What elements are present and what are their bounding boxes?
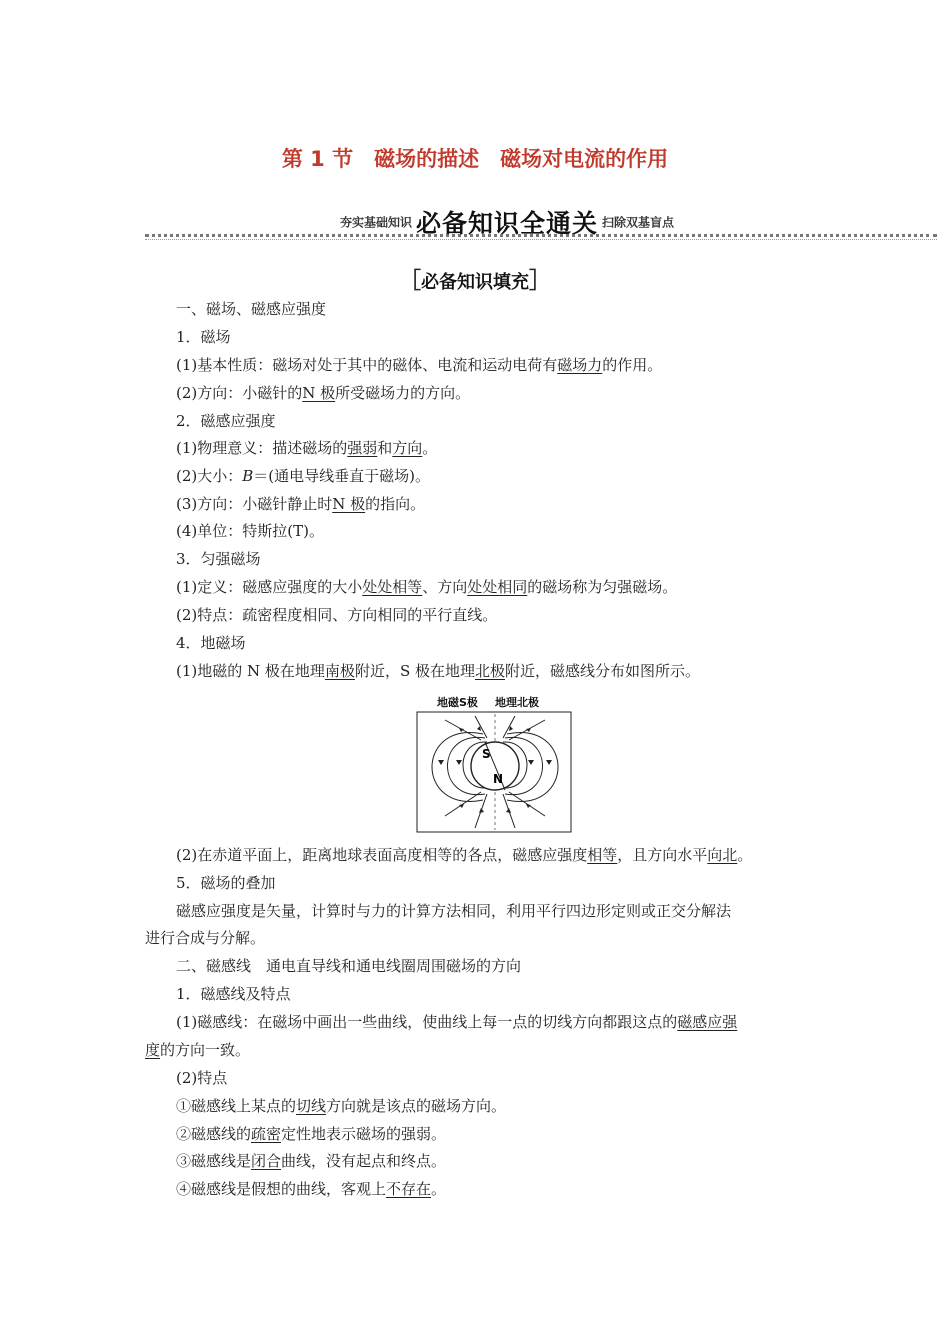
banner-divider — [145, 234, 937, 237]
heading-2: 二、磁感线 通电直导线和通电线圈周围磁场的方向 — [176, 957, 522, 975]
answer-blank: 方向 — [392, 439, 423, 457]
answer-blank: 切线 — [296, 1097, 327, 1115]
paragraph: (2)在赤道平面上，距离地球表面高度相等的各点，磁感应强度相等，且方向水平向北。 — [176, 846, 753, 864]
answer-blank: 疏密 — [251, 1125, 282, 1143]
section-heading — [0, 264, 950, 295]
answer-blank: 闭合 — [251, 1152, 282, 1170]
paragraph: (2)特点：疏密程度相同、方向相同的平行直线。 — [176, 606, 498, 624]
subheading-5: 5．磁场的叠加 — [176, 874, 276, 892]
page-title: 第 1 节 磁场的描述 磁场对电流的作用 — [281, 147, 669, 171]
bracket-open: ［ — [398, 269, 421, 294]
banner-main-text: 必备知识全通关 — [416, 209, 599, 238]
paragraph: (1)磁感线：在磁场中画出一些曲线，使曲线上每一点的切线方向都跟这点的磁感应强 — [176, 1013, 738, 1031]
paragraph: (1)物理意义：描述磁场的强弱和方向。 — [176, 439, 438, 457]
heading-1: 一、磁场、磁感应强度 — [176, 300, 327, 318]
banner-left-text: 夯实基础知识 — [340, 215, 413, 230]
answer-blank: N 极 — [332, 495, 366, 513]
list-item: ②磁感线的疏密定性地表示磁场的强弱。 — [176, 1125, 447, 1143]
subheading-1: 1．磁场 — [176, 328, 231, 346]
paragraph: (1)定义：磁感应强度的大小处处相等、方向处处相同的磁场称为匀强磁场。 — [176, 578, 678, 596]
bracket-close: ］ — [529, 269, 552, 294]
subheading-4: 4．地磁场 — [176, 634, 246, 652]
paragraph: 进行合成与分解。 — [145, 929, 266, 947]
paragraph: (2)方向：小磁针的N 极所受磁场力的方向。 — [176, 384, 471, 402]
answer-blank: 不存在 — [386, 1180, 432, 1198]
list-item: ④磁感线是假想的曲线，客观上不存在。 — [176, 1180, 447, 1198]
answer-blank: 向北 — [707, 846, 738, 864]
paragraph: (2)大小：B＝(通电导线垂直于磁场)。 — [176, 467, 430, 485]
subheading-3: 3．匀强磁场 — [176, 550, 261, 568]
banner-right-text: 扫除双基盲点 — [602, 215, 675, 230]
pole-n-label: N — [493, 772, 504, 786]
paragraph: (2)特点 — [176, 1069, 228, 1087]
answer-blank: 磁场力 — [557, 356, 603, 374]
paragraph: (1)地磁的 N 极在地理南极附近，S 极在地理北极附近，磁感线分布如图所示。 — [176, 662, 701, 680]
paragraph: (3)方向：小磁针静止时N 极的指向。 — [176, 495, 426, 513]
paragraph: 磁感应强度是矢量，计算时与力的计算方法相同，利用平行四边形定则或正交分解法 — [176, 902, 732, 920]
banner-divider-thin — [145, 239, 937, 240]
figure-label-geographic-north: 地理北极 — [495, 696, 539, 709]
subheading-2: 2．磁感应强度 — [176, 412, 276, 430]
answer-blank: 强弱 — [347, 439, 378, 457]
pole-s-label: S — [482, 747, 491, 761]
answer-blank: 处处相等 — [362, 578, 423, 596]
answer-blank: 相等 — [587, 846, 618, 864]
figure-label-geomagnetic-s: 地磁S极 — [437, 696, 478, 709]
paragraph: 度的方向一致。 — [145, 1041, 251, 1059]
subheading-6: 1．磁感线及特点 — [176, 985, 291, 1003]
paragraph: (4)单位：特斯拉(T)。 — [176, 522, 324, 540]
answer-blank: 处处相同 — [467, 578, 528, 596]
answer-blank: 磁感应强 — [677, 1013, 738, 1031]
geomagnetic-field-figure — [415, 690, 575, 835]
paragraph: (1)基本性质：磁场对处于其中的磁体、电流和运动电荷有磁场力的作用。 — [176, 356, 663, 374]
answer-blank: 度 — [145, 1041, 161, 1059]
list-item: ③磁感线是闭合曲线，没有起点和终点。 — [176, 1152, 447, 1170]
answer-blank: 南极 — [324, 662, 355, 680]
answer-blank: 北极 — [474, 662, 505, 680]
answer-blank: N 极 — [302, 384, 336, 402]
list-item: ①磁感线上某点的切线方向就是该点的磁场方向。 — [176, 1097, 507, 1115]
section-heading-text: 必备知识填充 — [421, 272, 529, 293]
